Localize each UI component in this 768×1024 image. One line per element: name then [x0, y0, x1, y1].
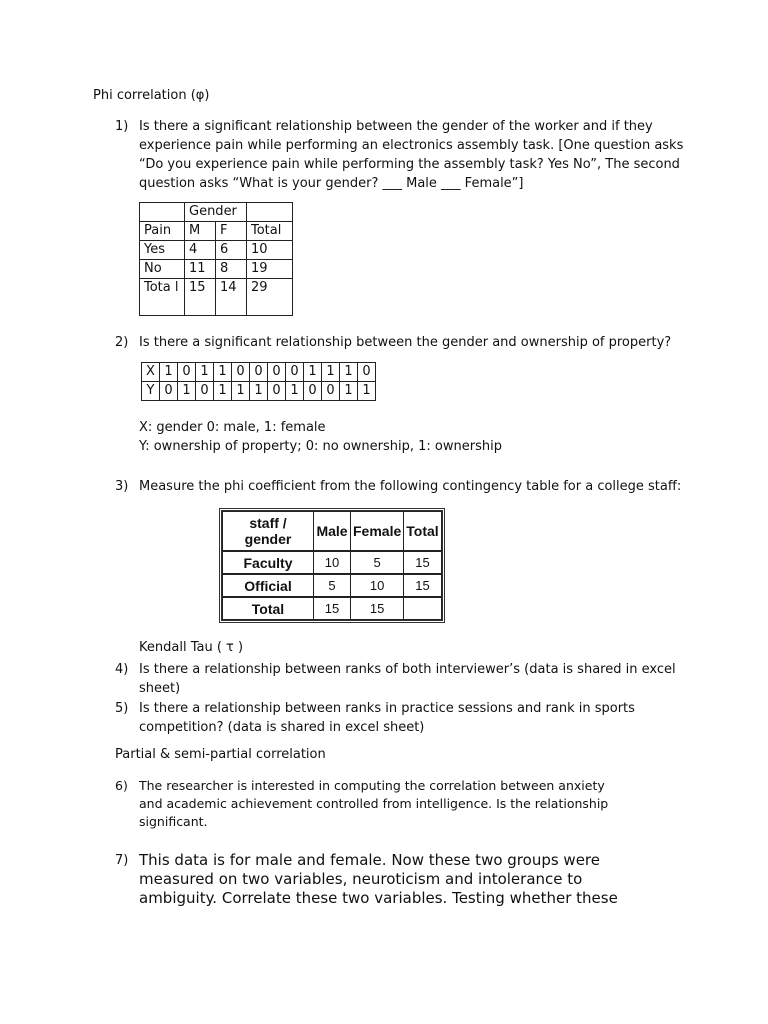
- table-cell: 1: [160, 363, 178, 382]
- table-cell: 1: [196, 363, 214, 382]
- table-cell: 1: [322, 363, 340, 382]
- question-number: 5): [115, 701, 129, 716]
- table-row: [140, 241, 293, 260]
- table-cell: 1: [250, 382, 268, 401]
- note-x: X: gender 0: male, 1: female: [139, 420, 326, 435]
- table-cell: M: [185, 222, 216, 241]
- gender-ownership-table: [141, 362, 376, 401]
- x-row: [142, 363, 376, 382]
- y-row: [142, 382, 376, 401]
- table-cell: 10: [247, 241, 293, 260]
- table-header-row: [223, 512, 442, 552]
- table-cell: 1: [214, 382, 232, 401]
- question-text-line: question asks “What is your gender? ___ Male ___ Female”]: [139, 176, 524, 191]
- table-cell: 0: [304, 382, 322, 401]
- table-row: [223, 574, 442, 597]
- section-heading-partial: Partial & semi-partial correlation: [115, 747, 326, 762]
- table-row: [223, 551, 442, 574]
- table-cell: 0: [358, 363, 376, 382]
- staff-gender-table: [222, 511, 442, 620]
- table-cell: 15: [404, 551, 441, 574]
- note-y: Y: ownership of property; 0: no ownership, 1: ownership: [139, 439, 502, 454]
- table-cell: 0: [268, 363, 286, 382]
- table-cell: 11: [185, 260, 216, 279]
- table-cell: 5: [314, 574, 351, 597]
- table-cell: Total: [223, 597, 314, 620]
- table-cell: 5: [351, 551, 404, 574]
- table-cell: X: [142, 363, 160, 382]
- table-cell: 1: [340, 382, 358, 401]
- staff-gender-table-frame: [219, 508, 445, 623]
- table-cell: 19: [247, 260, 293, 279]
- question-number: 6): [115, 778, 128, 793]
- question-text-line: experience pain while performing an electronics assembly task. [One question asks: [139, 138, 684, 153]
- table-cell: Pain: [140, 222, 185, 241]
- section-heading-phi: Phi correlation (φ): [93, 88, 210, 103]
- question-number: 7): [115, 853, 129, 868]
- table-cell: 14: [216, 279, 247, 316]
- table-cell: 15: [185, 279, 216, 316]
- question-text-line: Is there a relationship between ranks of both interviewer’s (data is shared in excel: [139, 662, 676, 677]
- question-number: 1): [115, 119, 129, 134]
- question-text-line: Is there a significant relationship between the gender and ownership of property?: [139, 335, 672, 350]
- section-heading-kendall: Kendall Tau ( τ ): [139, 640, 244, 655]
- table-cell: 1: [232, 382, 250, 401]
- table-cell: 1: [304, 363, 322, 382]
- table-cell: 4: [185, 241, 216, 260]
- table-cell: 0: [196, 382, 214, 401]
- table-cell: 29: [247, 279, 293, 316]
- table-cell: 6: [216, 241, 247, 260]
- table-header-cell: Male: [314, 512, 351, 552]
- table-cell: 15: [351, 597, 404, 620]
- question-text-line: Is there a relationship between ranks in practice sessions and rank in sports: [139, 701, 635, 716]
- question-text-line: Measure the phi coefficient from the following contingency table for a college staff:: [139, 479, 682, 494]
- table-cell: 1: [178, 382, 196, 401]
- table-row: [140, 260, 293, 279]
- table-row: [140, 222, 293, 241]
- question-text-line: ambiguity. Correlate these two variables. Testing whether these: [139, 889, 618, 907]
- table-cell: Tota l: [140, 279, 185, 316]
- table-cell: 0: [178, 363, 196, 382]
- question-text-line: The researcher is interested in computing the correlation between anxiety: [139, 778, 605, 793]
- table-cell: 0: [322, 382, 340, 401]
- table-header-cell: staff / gender: [223, 512, 314, 552]
- question-number: 4): [115, 662, 129, 677]
- gender-header: Gender: [185, 203, 247, 222]
- table-cell: 1: [340, 363, 358, 382]
- table-cell: 8: [216, 260, 247, 279]
- table-cell: 15: [404, 574, 441, 597]
- variable-notes: [139, 418, 502, 456]
- table-cell: 15: [314, 597, 351, 620]
- table-cell: No: [140, 260, 185, 279]
- table-row: [223, 597, 442, 620]
- question-text-line: This data is for male and female. Now these two groups were: [139, 851, 600, 869]
- question-text-line: “Do you experience pain while performing the assembly task? Yes No”, The second: [139, 157, 680, 172]
- table-cell: 1: [286, 382, 304, 401]
- table-cell: 0: [160, 382, 178, 401]
- question-text-line: significant.: [139, 814, 208, 829]
- table-cell: 1: [358, 382, 376, 401]
- table-header-cell: Female: [351, 512, 404, 552]
- question-text-line: Is there a significant relationship between the gender of the worker and if they: [139, 119, 653, 134]
- question-text-line: measured on two variables, neuroticism and intolerance to: [139, 870, 583, 888]
- question-number: 2): [115, 335, 129, 350]
- table-header-cell: Total: [404, 512, 441, 552]
- question-number: 3): [115, 479, 129, 494]
- table-cell: Official: [223, 574, 314, 597]
- table-row: [140, 279, 293, 316]
- question-text-line: sheet): [139, 681, 181, 696]
- table-cell: Yes: [140, 241, 185, 260]
- table-cell: 0: [286, 363, 304, 382]
- table-cell: 10: [314, 551, 351, 574]
- table-cell: 0: [232, 363, 250, 382]
- table-cell: Faculty: [223, 551, 314, 574]
- table-cell: Y: [142, 382, 160, 401]
- question-text-line: competition? (data is shared in excel sheet): [139, 720, 425, 735]
- question-text-line: and academic achievement controlled from intelligence. Is the relationship: [139, 796, 609, 811]
- table-cell: 10: [351, 574, 404, 597]
- table-cell: 0: [250, 363, 268, 382]
- table-cell: Total: [247, 222, 293, 241]
- table-cell: [404, 597, 441, 620]
- table-cell: F: [216, 222, 247, 241]
- gender-pain-table: [139, 202, 293, 316]
- table-cell: 1: [214, 363, 232, 382]
- table-cell: 0: [268, 382, 286, 401]
